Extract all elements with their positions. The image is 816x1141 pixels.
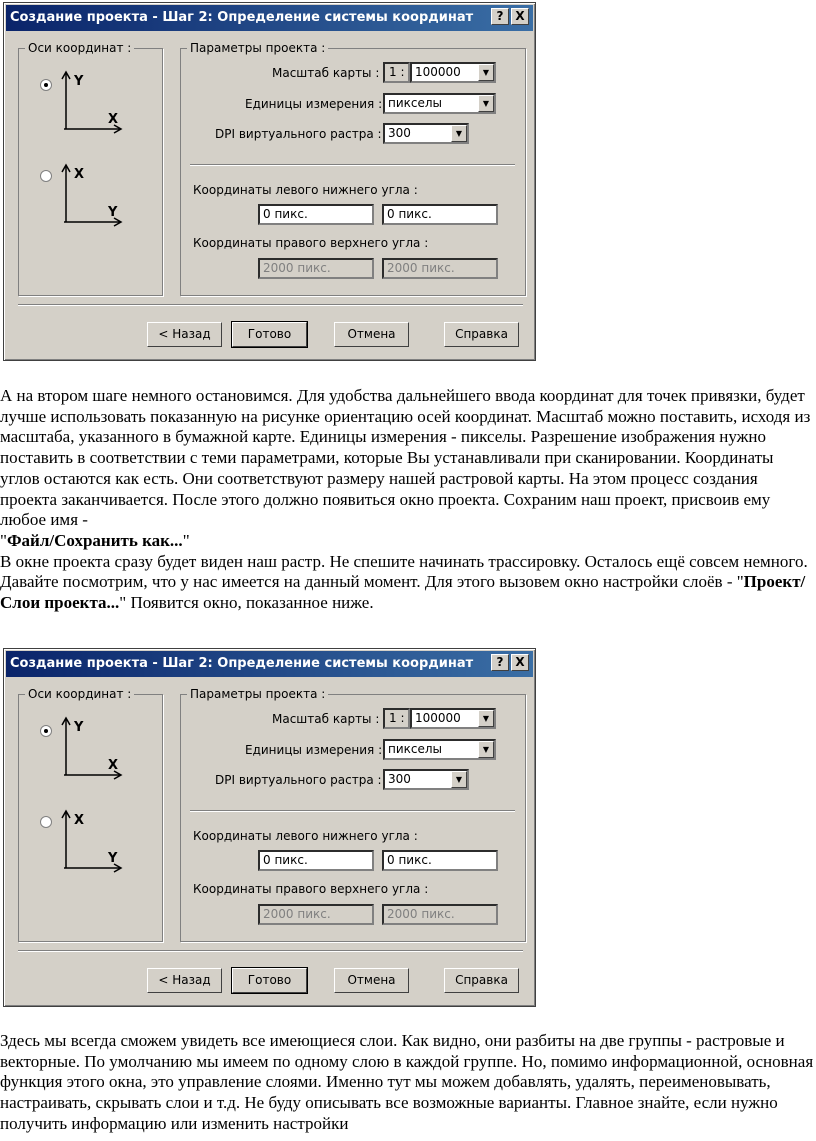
axis-label-up: X bbox=[74, 167, 85, 182]
dpi-value: 300 bbox=[388, 126, 411, 140]
help-button[interactable]: Справка bbox=[444, 322, 519, 347]
close-title-button[interactable]: X bbox=[511, 654, 529, 671]
upper-right-x-input: 2000 пикс. bbox=[258, 258, 374, 279]
help-title-button[interactable]: ? bbox=[491, 8, 509, 25]
scale-label: Масштаб карты : bbox=[272, 66, 380, 80]
units-label: Единицы измерения : bbox=[245, 743, 383, 757]
paragraph-1: А на втором шаге немного остановимся. Для удобства дальнейшего ввода координат для точек привязки, будет лучше использовать показанную на рисунке ориентацию осей координат. Масштаб можно поставить, исходя из масштаба, указанного в бумажной карте. Единицы измерения - пикселы. Разрешение изображения нужно поставить в соответствии с теми параметрами, которые Вы устанавливали при сканировании. Координаты углов остаются как есть. Они соответствуют размеру нашей растровой карты. На этом процесс создания проекта заканчивается. После этого должно появиться окно проекта. Сохраним наш проект, присвоив ему любое имя - "Файл/Сохранить как..." В окне проекта сразу будет виден наш растр. Не спешите начинать трассировку. Осталось ещё совсем немного. Давайте посмотрим, что у нас имеется на данный момент. Для этого вызовем окно настройки слоёв - "Проект/Слои проекта..." Появится окно, показанное ниже. bbox=[0, 386, 811, 613]
dpi-combo[interactable] bbox=[383, 123, 469, 144]
cancel-button[interactable]: Отмена bbox=[334, 968, 409, 993]
upper-right-label: Координаты правого верхнего угла : bbox=[193, 882, 429, 896]
project-wizard-dialog bbox=[3, 2, 536, 361]
dpi-label: DPI виртуального растра : bbox=[215, 773, 382, 787]
units-value: пикселы bbox=[388, 96, 443, 110]
help-title-button[interactable]: ? bbox=[491, 654, 509, 671]
upper-right-y-input: 2000 пикс. bbox=[382, 258, 498, 279]
units-value: пикселы bbox=[388, 742, 443, 756]
params-group-label: Параметры проекта : bbox=[190, 687, 326, 701]
paragraph-3-text: Здесь мы всегда сможем увидеть все имеющиеся слои. Как видно, они разбиты на две группы - растровые и векторные. По умолчанию мы имеем по одному слою в каждой группе. Но, помимо информационной, основная функция этого окна, это управление слоями. Именно тут мы можем добавлять, удалять, переименовывать, настраивать, скрывать слои и т.д. Не буду описывать все возможные варианты. Главное знайте, если нужно получить информацию или изменить настройки bbox=[0, 1031, 814, 1133]
axis-option-2-radio[interactable] bbox=[40, 170, 52, 182]
axis-option-1-radio[interactable] bbox=[40, 725, 52, 737]
dpi-combo[interactable] bbox=[383, 769, 469, 790]
menu-path-save: Файл/Сохранить как... bbox=[6, 530, 183, 550]
close-title-button[interactable]: X bbox=[511, 8, 529, 25]
upper-right-label: Координаты правого верхнего угла : bbox=[193, 236, 429, 250]
units-combo[interactable] bbox=[383, 739, 496, 760]
axis-label-up: Y bbox=[74, 720, 84, 735]
axis-label-right: X bbox=[108, 758, 119, 773]
lower-left-y-input[interactable]: 0 пикс. bbox=[382, 850, 498, 871]
separator bbox=[190, 164, 515, 166]
paragraph-2a: В окне проекта сразу будет виден наш растр. Не спешите начинать трассировку. Осталось ещё совсем немного. Давайте посмотрим, что у нас имеется на данный момент. Для этого вызовем окно настройки слоёв - " bbox=[0, 551, 808, 592]
dialog-title: Создание проекта - Шаг 2: Определение системы координат bbox=[6, 5, 533, 31]
paragraph-3 bbox=[0, 1031, 816, 1135]
project-wizard-dialog-2 bbox=[3, 648, 536, 1007]
params-group-label: Параметры проекта : bbox=[190, 41, 326, 55]
separator bbox=[190, 810, 515, 812]
dropdown-arrow-icon[interactable]: ▼ bbox=[451, 771, 467, 788]
back-button[interactable]: < Назад bbox=[147, 968, 222, 993]
dropdown-arrow-icon[interactable]: ▼ bbox=[478, 95, 494, 112]
upper-right-y-input: 2000 пикс. bbox=[382, 904, 498, 925]
scale-value: 100000 bbox=[415, 65, 461, 79]
back-button[interactable]: < Назад bbox=[147, 322, 222, 347]
axis-label-right: Y bbox=[108, 205, 118, 220]
axis-option-1-radio[interactable] bbox=[40, 79, 52, 91]
axis-xy-icon bbox=[56, 69, 126, 135]
scale-label: Масштаб карты : bbox=[272, 712, 380, 726]
axis-yx-icon bbox=[56, 162, 126, 228]
scale-value: 100000 bbox=[415, 711, 461, 725]
lower-left-label: Координаты левого нижнего угла : bbox=[193, 829, 418, 843]
bottom-separator bbox=[18, 304, 523, 306]
lower-left-label: Координаты левого нижнего угла : bbox=[193, 183, 418, 197]
dpi-label: DPI виртуального растра : bbox=[215, 127, 382, 141]
dpi-value: 300 bbox=[388, 772, 411, 786]
dialog-title: Создание проекта - Шаг 2: Определение системы координат bbox=[6, 651, 533, 677]
scale-combo[interactable] bbox=[410, 708, 496, 729]
cancel-button[interactable]: Отмена bbox=[334, 322, 409, 347]
paragraph-2b: " Появится окно, показанное ниже. bbox=[119, 593, 374, 613]
axis-label-right: X bbox=[108, 112, 119, 127]
axis-yx-icon bbox=[56, 808, 126, 874]
axes-group-label: Оси координат : bbox=[28, 687, 132, 701]
units-combo[interactable] bbox=[383, 93, 496, 114]
dropdown-arrow-icon[interactable]: ▼ bbox=[478, 710, 494, 727]
axes-group-label: Оси координат : bbox=[28, 41, 132, 55]
help-button[interactable]: Справка bbox=[444, 968, 519, 993]
lower-left-x-input[interactable]: 0 пикс. bbox=[258, 850, 374, 871]
dropdown-arrow-icon[interactable]: ▼ bbox=[478, 741, 494, 758]
paragraph-1-text: А на втором шаге немного остановимся. Для удобства дальнейшего ввода координат для точек привязки, будет лучше использовать показанную на рисунке ориентацию осей координат. Масштаб можно поставить, исходя из масштаба, указанного в бумажной карте. Единицы измерения - пикселы. Разрешение изображения нужно поставить в соответствии с теми параметрами, которые Вы устанавливали при сканировании. Координаты углов остаются как есть. Они соответствуют размеру нашей растровой карты. На этом процесс создания проекта заканчивается. После этого должно появиться окно проекта. Сохраним наш проект, присвоив ему любое имя - bbox=[0, 386, 811, 530]
scale-prefix: 1 : bbox=[383, 708, 410, 729]
units-label: Единицы измерения : bbox=[245, 97, 383, 111]
bottom-separator bbox=[18, 950, 523, 952]
done-button[interactable]: Готово bbox=[232, 968, 307, 993]
scale-combo[interactable] bbox=[410, 62, 496, 83]
axis-label-up: Y bbox=[74, 74, 84, 89]
lower-left-y-input[interactable]: 0 пикс. bbox=[382, 204, 498, 225]
axis-label-up: X bbox=[74, 813, 85, 828]
scale-prefix: 1 : bbox=[383, 62, 410, 83]
menu-path-layers: Проект/Слои проекта... bbox=[0, 572, 806, 613]
axis-xy-icon bbox=[56, 715, 126, 781]
axis-option-2-radio[interactable] bbox=[40, 816, 52, 828]
upper-right-x-input: 2000 пикс. bbox=[258, 904, 374, 925]
dropdown-arrow-icon[interactable]: ▼ bbox=[478, 64, 494, 81]
dropdown-arrow-icon[interactable]: ▼ bbox=[451, 125, 467, 142]
done-button[interactable]: Готово bbox=[232, 322, 307, 347]
axis-label-right: Y bbox=[108, 851, 118, 866]
lower-left-x-input[interactable]: 0 пикс. bbox=[258, 204, 374, 225]
